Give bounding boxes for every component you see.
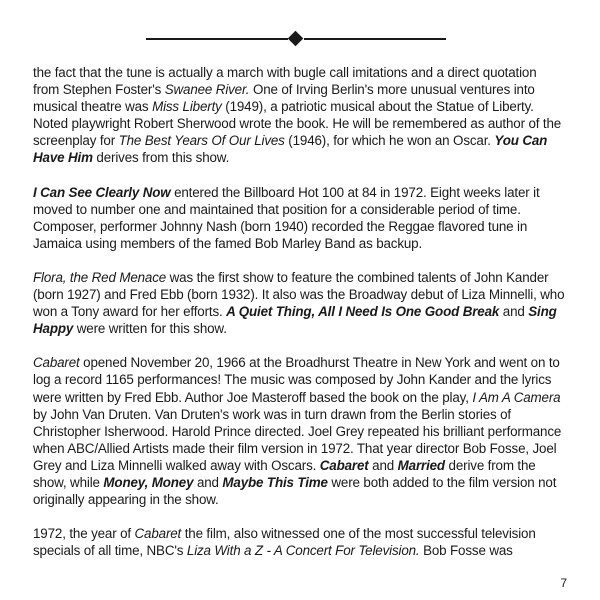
italic-title: Liza With a Z - A Concert For Television. xyxy=(186,543,420,559)
italic-title: Cabaret xyxy=(134,526,182,542)
text-run: were written for this show. xyxy=(73,321,227,337)
text-run: the film, also witnessed one of the most successful television specials of all time, NBC's xyxy=(33,526,536,559)
text-run: Bob Fosse was xyxy=(419,543,513,559)
text-run: the fact that the tune is actually a march with bugle call imitations and a direct quotation from Stephen Foster's xyxy=(33,65,537,98)
text-run: and xyxy=(193,474,223,490)
text-run: (1949), a patriotic musical about the Statue of Liberty. Noted playwright Robert Sherwood wrote the book. He will be remembered as author of the screenplay for xyxy=(33,99,562,149)
italic-title: I Am A Camera xyxy=(472,389,561,405)
text-run: and xyxy=(368,457,398,473)
italic-title: Miss Liberty xyxy=(152,99,222,115)
ornament-rule-right xyxy=(304,38,446,40)
italic-title: The Best Years Of Our Lives xyxy=(118,133,285,149)
text-run: derive from the show, while xyxy=(33,457,536,490)
song-title: Money, Money xyxy=(103,474,194,490)
page-number: 7 xyxy=(560,576,567,590)
body-text xyxy=(33,64,565,559)
song-title: You Can Have Him xyxy=(33,133,548,166)
italic-title: Swanee River. xyxy=(164,82,250,98)
song-title: Married xyxy=(397,457,445,473)
text-run: derives from this show. xyxy=(92,150,230,166)
text-run: entered the Billboard Hot 100 at 84 in 1972. Eight weeks later it moved to number one and maintained that position for a considerable period of time. Composer, performer Johnny Nash (born 1940) recorded the Reggae flavored tune in Jamaica using members of the famed Bob Marley Band as backup. xyxy=(33,184,540,251)
song-title: Sing Happy xyxy=(33,304,557,337)
text-run: was the first show to feature the combined talents of John Kander (born 1927) and Fred Ebb (born 1932). It also was the Broadway debut of Liza Minnelli, who won a Tony award for her efforts. xyxy=(33,269,565,320)
text-run: (1946), for which he won an Oscar. xyxy=(284,133,495,149)
paragraph xyxy=(33,525,565,559)
paragraph xyxy=(33,269,565,337)
text-run: and xyxy=(499,304,529,320)
header-ornament xyxy=(146,30,446,48)
song-title: A Quiet Thing, All I Need Is One Good Break xyxy=(226,304,500,320)
text-run: were both added to the film version not originally appearing in the show. xyxy=(33,474,557,508)
italic-title: Flora, the Red Menace xyxy=(33,269,167,285)
text-run: One of Irving Berlin's more unusual ventures into musical theatre was xyxy=(33,82,535,115)
text-run: opened November 20, 1966 at the Broadhurst Theatre in New York and went on to log a record 1165 performances! The music was composed by John Kander and the lyrics were written by Fred Ebb. Author Joe Masteroff based the book on the play, xyxy=(33,355,560,405)
text-run: 1972, the year of xyxy=(33,526,135,542)
song-title: Cabaret xyxy=(319,457,369,473)
italic-title: Cabaret xyxy=(33,355,80,371)
paragraph xyxy=(33,354,565,508)
paragraph xyxy=(33,64,565,167)
ornament-rule-left xyxy=(146,38,288,40)
text-run: by John Van Druten. Van Druten's work was in turn drawn from the Berlin stories of Christopher Isherwood. Harold Prince directed. Joel Grey repeated his brilliant performance when ABC/Allied Artists made their film version in 1972. That year director Bob Fosse, Joel Grey and Liza Minnelli walked away with Oscars. xyxy=(33,406,562,473)
song-title: Maybe This Time xyxy=(222,474,328,490)
song-title: I Can See Clearly Now xyxy=(33,184,171,200)
paragraph xyxy=(33,184,565,252)
diamond-icon xyxy=(288,31,304,47)
